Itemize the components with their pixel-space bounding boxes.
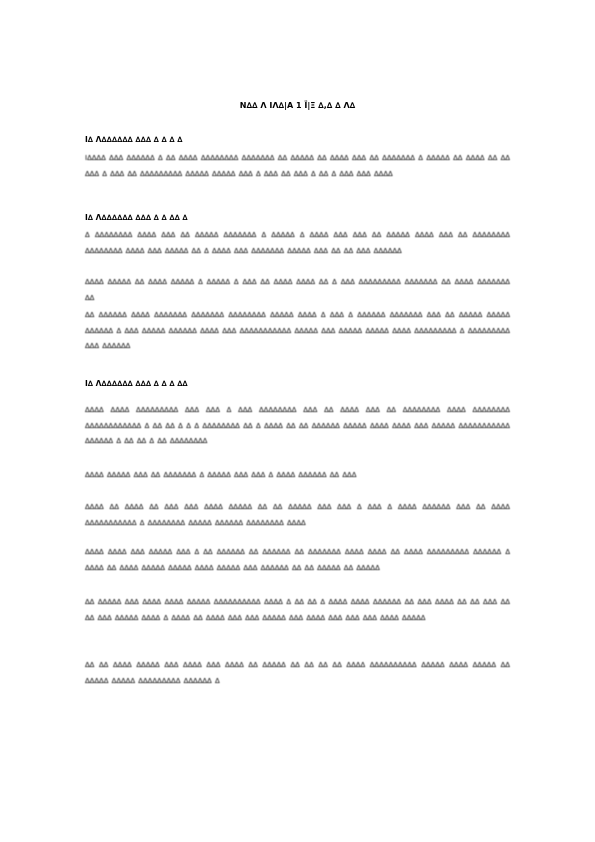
section-heading-1: Ι∆ Λ∆∆∆∆∆∆ ∆∆∆ ∆ ∆ ∆ ∆ — [85, 135, 183, 144]
paragraph: ∆∆∆∆ ∆∆∆∆ ∆∆∆∆∆∆∆∆∆ ∆∆∆ ∆∆∆ ∆ ∆∆∆ ∆∆∆∆∆∆∆∆ ∆∆∆ ∆∆ ∆∆∆∆ ∆∆∆ ∆∆ ∆∆∆∆∆∆∆∆ ∆∆∆∆ ∆∆∆∆∆∆∆∆ ∆∆∆∆∆∆∆∆∆∆∆∆ ∆ ∆∆ ∆∆ ∆ ∆ ∆ ∆∆∆∆∆∆∆∆ ∆∆ ∆ ∆∆∆∆ ∆∆ ∆∆ ∆∆∆∆∆∆ ∆∆∆∆∆ ∆∆∆∆ ∆∆∆∆ ∆∆∆ ∆∆∆∆∆ ∆∆∆∆∆∆∆∆∆∆∆ ∆∆∆∆∆∆ ∆ ∆∆ ∆∆ ∆ ∆∆ ∆∆∆∆∆∆∆∆ — [85, 406, 510, 445]
paragraph: ∆∆ ∆∆∆∆∆ ∆∆∆ ∆∆∆∆ ∆∆∆∆ ∆∆∆∆∆ ∆∆∆∆∆∆∆∆∆∆ ∆∆∆∆ ∆ ∆∆ ∆∆ ∆ ∆∆∆∆ ∆∆∆∆ ∆∆∆∆∆∆ ∆∆ ∆∆∆ ∆∆∆∆ ∆∆ ∆∆ ∆∆∆ ∆∆ ∆∆ ∆∆∆ ∆∆∆∆∆ ∆∆∆∆ ∆ ∆∆∆∆ ∆∆ ∆∆∆∆ ∆∆∆ ∆∆∆ ∆∆∆∆∆ ∆∆∆ ∆∆∆∆ ∆∆∆ ∆∆∆ ∆∆∆ ∆∆∆∆ ∆∆∆∆∆ — [85, 598, 510, 622]
paragraph: ∆∆∆∆ ∆∆∆∆∆ ∆∆ ∆∆∆∆ ∆∆∆∆∆ ∆ ∆∆∆∆∆ ∆ ∆∆∆ ∆∆ ∆∆∆∆ ∆∆∆∆ ∆∆ ∆ ∆∆∆ ∆∆∆∆∆∆∆∆∆ ∆∆∆∆∆∆∆ ∆∆ ∆∆∆∆ ∆∆∆∆∆∆∆ ∆∆ — [85, 278, 510, 302]
section-heading-3: Ι∆ Λ∆∆∆∆∆∆ ∆∆∆ ∆ ∆ ∆ ∆∆ — [85, 379, 188, 388]
paragraph: Ι∆∆∆∆ ∆∆∆ ∆∆∆∆∆∆ ∆ ∆∆ ∆∆∆∆ ∆∆∆∆∆∆∆∆ ∆∆∆∆∆∆∆ ∆∆ ∆∆∆∆∆ ∆∆ ∆∆∆∆ ∆∆∆ ∆∆ ∆∆∆∆∆∆∆ ∆ ∆∆∆∆∆ ∆∆ ∆∆∆∆ ∆∆ ∆∆ ∆∆∆ ∆ ∆∆∆ ∆∆ ∆∆∆∆∆∆∆∆∆ ∆∆∆∆∆ ∆∆∆∆∆ ∆∆∆ ∆ ∆∆∆ ∆∆ ∆∆∆ ∆ ∆∆ ∆ ∆∆∆ ∆∆∆ ∆∆∆∆ — [85, 154, 510, 178]
paragraph: ∆∆∆∆ ∆∆∆∆ ∆∆∆ ∆∆∆∆∆ ∆∆∆ ∆ ∆∆ ∆∆∆∆∆∆ ∆∆ ∆∆∆∆∆∆ ∆∆ ∆∆∆∆∆∆∆ ∆∆∆∆ ∆∆∆∆ ∆∆ ∆∆∆∆ ∆∆∆∆∆∆∆∆∆ ∆∆∆∆∆∆ ∆ ∆∆∆∆ ∆∆ ∆∆∆∆ ∆∆∆∆∆ ∆∆∆∆∆ ∆∆∆∆ ∆∆∆∆∆ ∆∆∆ ∆∆∆∆∆∆ ∆∆ ∆∆ ∆∆∆∆∆ ∆∆ ∆∆∆∆∆ — [85, 548, 510, 572]
document-title: Ν∆∆ Λ ΙΛ∆|Α 1 Ϊ|Ξ ∆,∆ ∆ Λ∆ — [239, 101, 356, 110]
paragraph: ∆∆∆∆ ∆∆∆∆∆ ∆∆∆ ∆∆ ∆∆∆∆∆∆∆ ∆ ∆∆∆∆∆ ∆∆∆ ∆∆∆ ∆ ∆∆∆∆ ∆∆∆∆∆∆ ∆∆ ∆∆∆ — [85, 471, 357, 479]
paragraph: ∆∆ ∆∆ ∆∆∆∆ ∆∆∆∆∆ ∆∆∆ ∆∆∆∆ ∆∆∆ ∆∆∆∆ ∆∆ ∆∆∆∆∆ ∆∆ ∆∆ ∆∆ ∆∆ ∆∆∆∆ ∆∆∆∆∆∆∆∆∆∆ ∆∆∆∆∆ ∆∆∆∆ ∆∆∆∆∆ ∆∆ ∆∆∆∆∆ ∆∆∆∆∆ ∆∆∆∆∆∆∆∆∆ ∆∆∆∆∆∆ ∆ — [85, 661, 510, 685]
section-heading-2: Ι∆ Λ∆∆∆∆∆∆ ∆∆∆ ∆ ∆ ∆∆ ∆ — [85, 213, 188, 222]
paragraph: ∆∆∆∆ ∆∆ ∆∆∆∆ ∆∆ ∆∆∆ ∆∆∆ ∆∆∆∆ ∆∆∆∆∆ ∆∆ ∆∆ ∆∆∆∆∆ ∆∆∆ ∆∆∆ ∆ ∆∆∆ ∆ ∆∆∆∆ ∆∆∆∆∆∆ ∆∆∆ ∆∆ ∆∆∆∆ ∆∆∆∆∆∆∆∆∆∆∆ ∆ ∆∆∆∆∆∆∆∆ ∆∆∆∆∆ ∆∆∆∆∆∆ ∆∆∆∆∆∆∆∆ ∆∆∆∆ — [85, 503, 510, 527]
paragraph: ∆ ∆∆∆∆∆∆∆∆ ∆∆∆∆ ∆∆∆ ∆∆ ∆∆∆∆∆ ∆∆∆∆∆∆∆ ∆ ∆∆∆∆∆ ∆ ∆∆∆∆ ∆∆∆ ∆∆∆ ∆∆ ∆∆∆∆∆ ∆∆∆∆ ∆∆∆ ∆∆ ∆∆∆∆∆∆∆∆ ∆∆∆∆∆∆∆∆ ∆∆∆∆ ∆∆∆ ∆∆∆∆∆ ∆∆ ∆ ∆∆∆∆ ∆∆∆ ∆∆∆∆∆∆∆ ∆∆∆∆∆ ∆∆∆ ∆∆ ∆∆ ∆∆∆ ∆∆∆∆∆∆ — [85, 231, 510, 255]
paragraph: ∆∆ ∆∆∆∆∆∆ ∆∆∆∆ ∆∆∆∆∆∆∆ ∆∆∆∆∆∆∆ ∆∆∆∆∆∆∆∆ ∆∆∆∆∆ ∆∆∆∆ ∆ ∆∆∆ ∆ ∆∆∆∆∆∆ ∆∆∆∆∆∆∆ ∆∆∆ ∆∆ ∆∆∆∆∆ ∆∆∆∆∆ ∆∆∆∆∆∆ ∆ ∆∆∆ ∆∆∆∆∆ ∆∆∆∆∆∆ ∆∆∆∆ ∆∆∆ ∆∆∆∆∆∆∆∆∆∆∆ ∆∆∆∆∆ ∆∆∆ ∆∆∆∆∆ ∆∆∆∆∆ ∆∆∆∆ ∆∆∆∆∆∆∆∆∆ ∆ ∆∆∆∆∆∆∆∆∆ ∆∆∆ ∆∆∆∆∆∆ — [85, 311, 510, 350]
